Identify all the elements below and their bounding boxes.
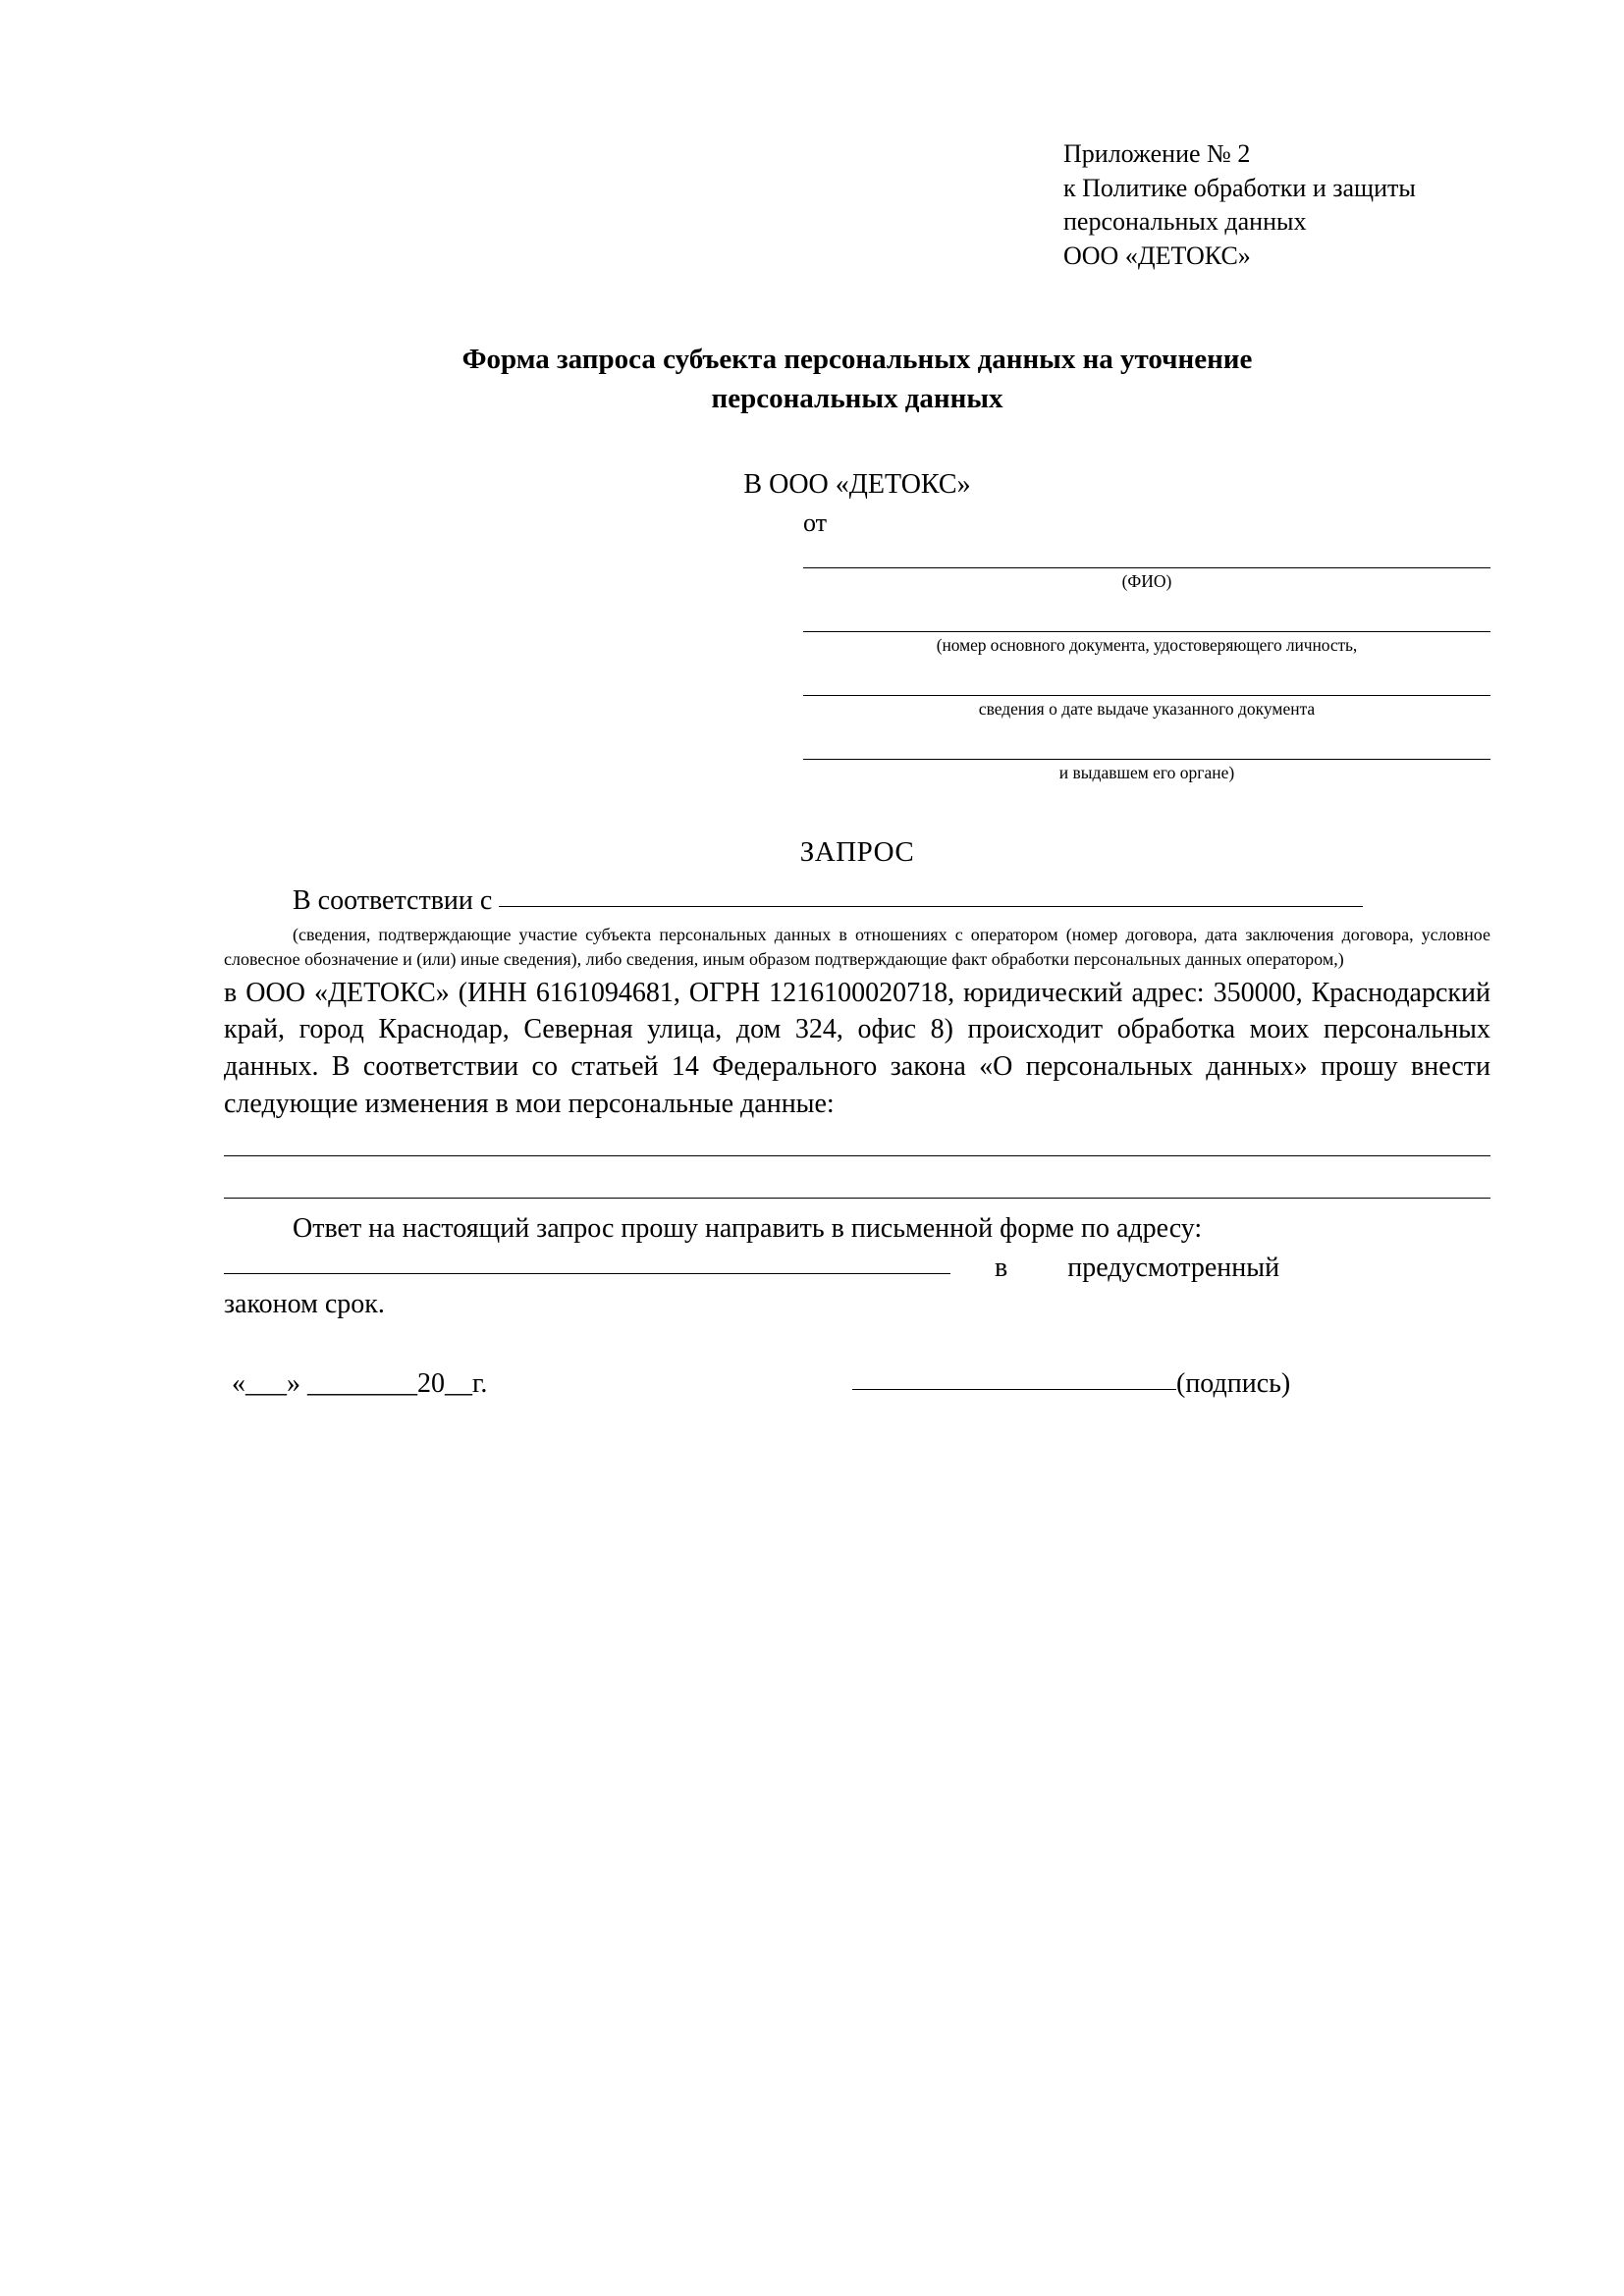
reply-address-row — [224, 1250, 1490, 1287]
field-issue-date-caption: сведения о дате выдаче указанного документа — [978, 699, 1316, 720]
appendix-policy-line-1: к Политике обработки и защиты — [1063, 173, 1416, 202]
applicant-fields — [803, 538, 1490, 793]
reply-text-part-2: в — [995, 1252, 1008, 1283]
field-document-number-input[interactable] — [803, 602, 1490, 632]
intro-note-text: (сведения, подтверждающие участие субъекта персональных данных в отношениях с оператором (номер договора, дата заключения договора, условное словесное обозначение и (или) иные сведения), либо сведения, иным образом подтверждающие факт обработки персональных данных оператором,) — [224, 925, 1490, 969]
signature-row — [224, 1368, 1490, 1414]
signature-input[interactable] — [852, 1389, 1176, 1390]
changes-line-1-input[interactable] — [224, 1122, 1490, 1156]
reply-text-part-1: Ответ на настоящий запрос прошу направить в письменной форме по адресу: — [293, 1213, 1203, 1245]
intro-fill-input[interactable] — [499, 906, 1363, 907]
signature-field[interactable] — [852, 1368, 1290, 1400]
field-fio-input[interactable] — [803, 538, 1490, 568]
field-document-number-caption: (номер основного документа, удостоверяющего личность, — [936, 635, 1358, 656]
page-title-line-1: Форма запроса субъекта персональных данных на уточнение — [461, 344, 1253, 376]
field-issue-date-input[interactable] — [803, 666, 1490, 696]
reply-paragraph — [224, 1210, 1490, 1248]
field-issuing-authority-caption: и выдавшем его органе) — [1058, 762, 1235, 782]
reply-paragraph-tail: законом срок. — [224, 1289, 385, 1320]
changes-line-2-input[interactable] — [224, 1164, 1490, 1199]
request-heading: ЗАПРОС — [799, 835, 915, 868]
page-title-line-2: персональных данных — [711, 383, 1003, 415]
reply-address-input[interactable] — [224, 1273, 950, 1274]
body-paragraph: в ООО «ДЕТОКС» (ИНН 6161094681, ОГРН 1216100020718, юридический адрес: 350000, Краснодарский край, город Краснодар, Северная улица, дом 324, офис 8) происходит обработка моих персональных данных. В соответствии со статьей 14 Федерального закона «О персональных данных» прошу внести следующие изменения в мои персональные данные: — [224, 977, 1490, 1119]
appendix-number: Приложение № 2 — [1063, 139, 1251, 168]
intro-note — [224, 923, 1490, 971]
reply-text-part-3: предусмотренный — [1067, 1252, 1280, 1283]
intro-label: В соответствии с — [293, 884, 493, 916]
appendix-policy-line-2: персональных данных — [1063, 207, 1307, 237]
addressee-line: В ООО «ДЕТОКС» — [743, 469, 971, 501]
appendix-header — [1063, 137, 1490, 273]
intro-row — [224, 882, 1490, 920]
document-content — [224, 137, 1490, 1414]
appendix-company: ООО «ДЕТОКС» — [1063, 240, 1251, 270]
signature-label: (подпись) — [1176, 1367, 1291, 1399]
field-issuing-authority-input[interactable] — [803, 729, 1490, 760]
date-field[interactable]: «___» ________20__г. — [232, 1367, 488, 1399]
field-fio-caption: (ФИО) — [1121, 571, 1172, 592]
page-title — [224, 340, 1490, 418]
from-label: от — [803, 508, 828, 538]
